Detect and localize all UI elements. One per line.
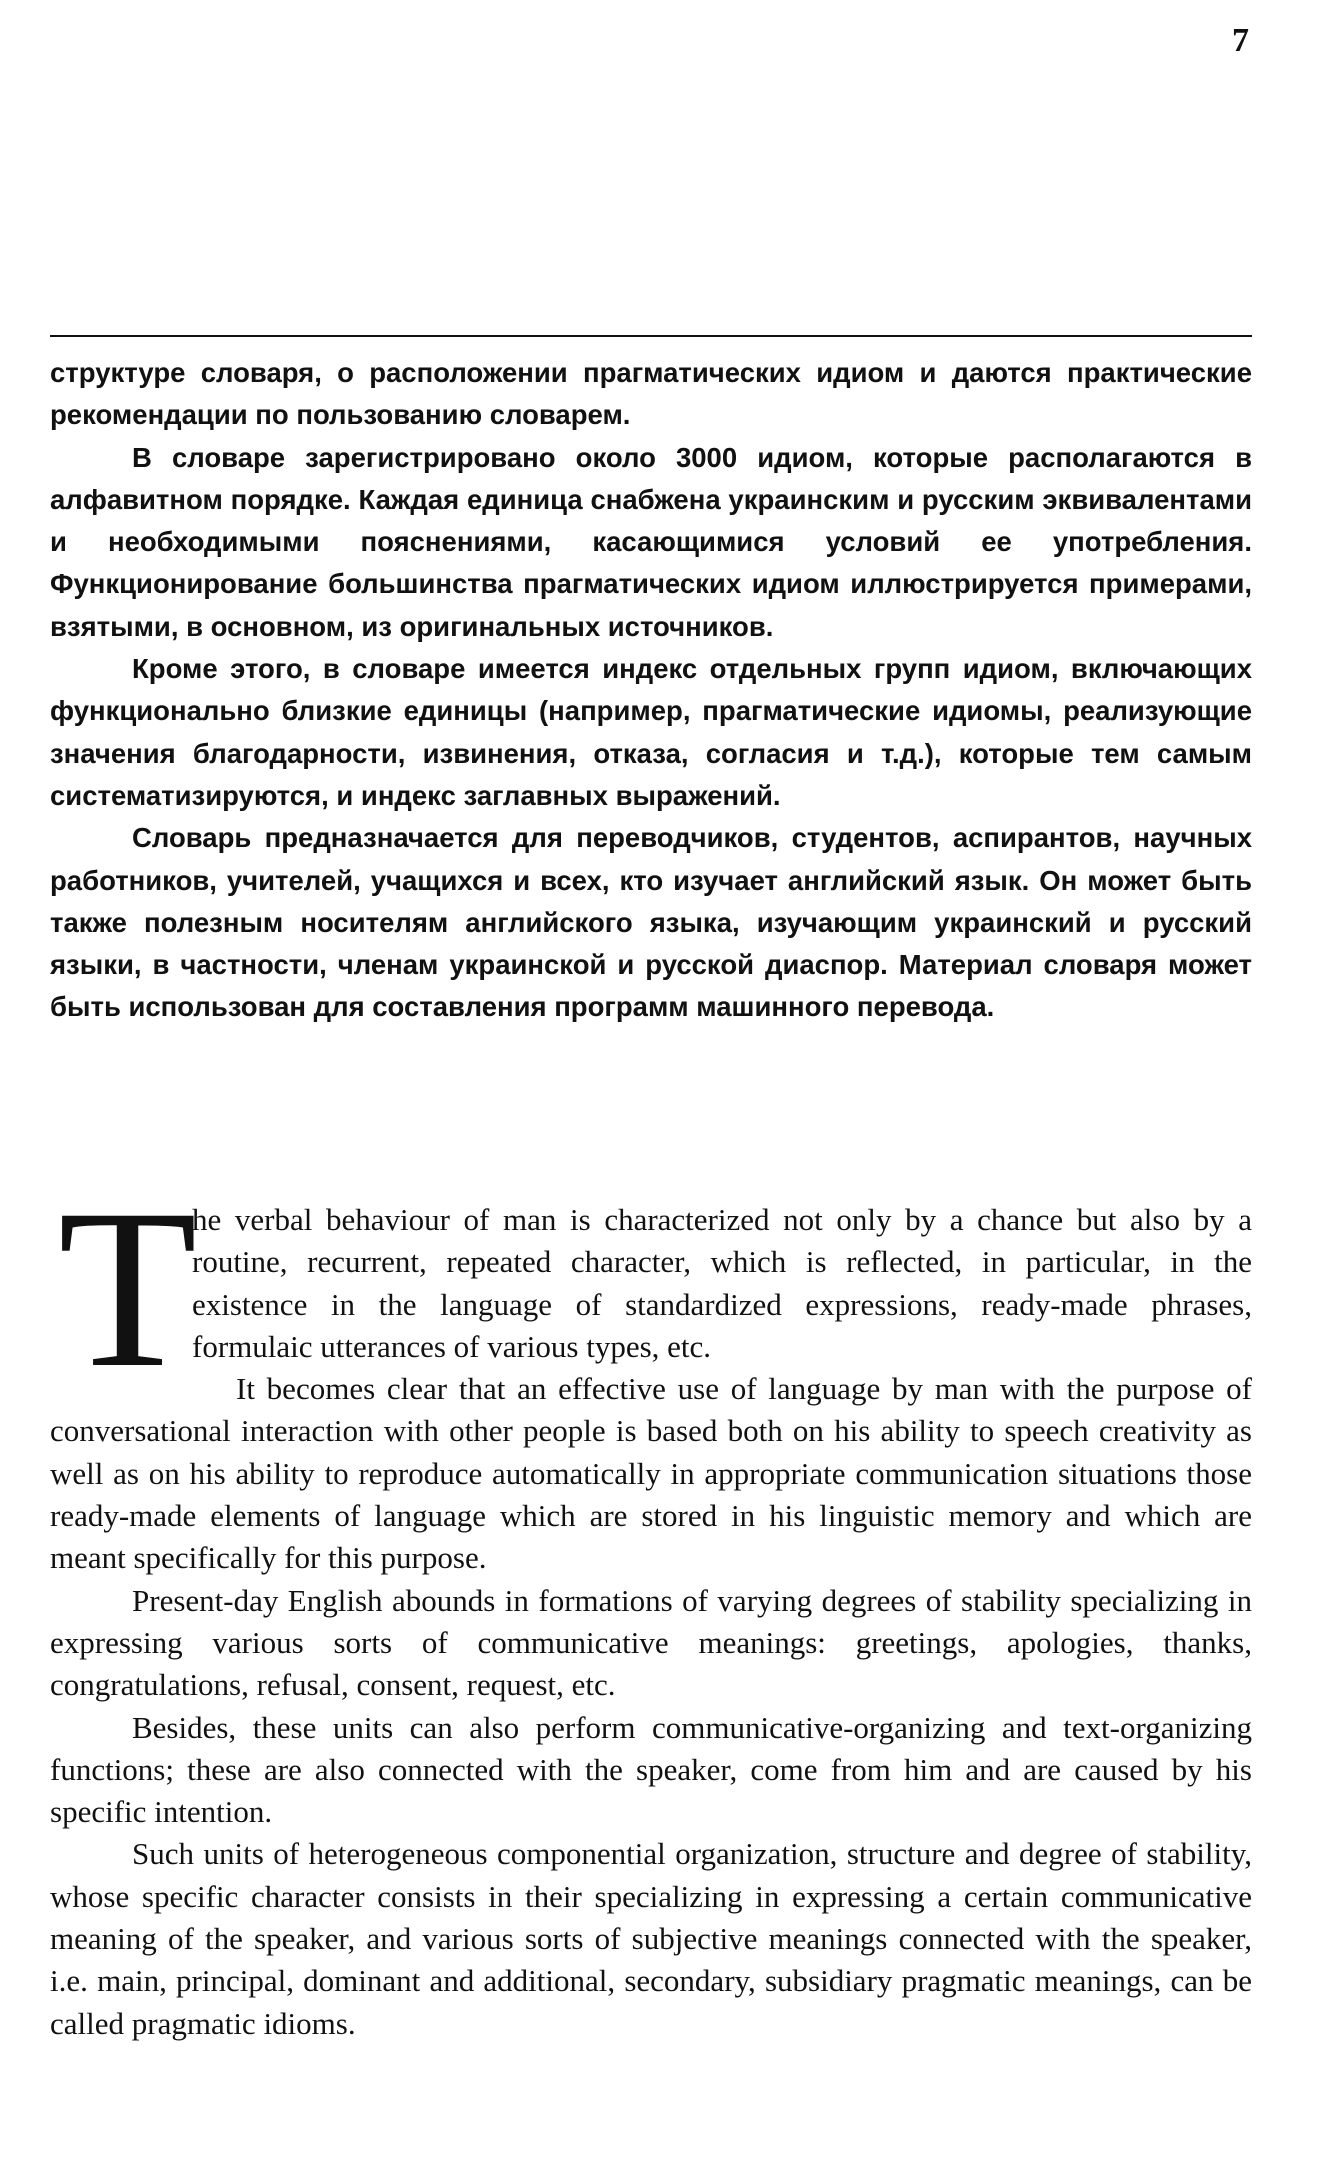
russian-paragraph-1: структуре словаря, о расположении прагматических идиом и даются практические рекомендации по пользованию словарем. <box>50 357 1252 431</box>
english-paragraph-2: It becomes clear that an effective use of language by man with the purpose of conversational interaction with other people is based both on his ability to speech creativity as well as on his ability to reproduce automatically in appropriate communication situations those ready-made elements of language which are stored in his linguistic memory and which are meant specifically for this purpose. <box>50 1371 1252 1576</box>
russian-paragraph-4: Словарь предназначается для переводчиков, студентов, аспирантов, научных работников, учителей, учащихся и всех, кто изучает английский язык. Он может быть также полезным носителям английского языка, изучающим украинский и русский языки, в частности, членам украинской и русской диаспор. Материал словаря может быть использован для составления программ машинного перевода. <box>50 822 1252 1023</box>
english-paragraph-3: Present-day English abounds in formations of varying degrees of stability specializing in expressing various sorts of communicative meanings: greetings, apologies, thanks, congratulations, refusal, consent, request, etc. <box>50 1582 1252 1703</box>
english-paragraph-5: Such units of heterogeneous componential organization, structure and degree of stability, whose specific character consists in their specializing in expressing a certain communicative meaning of the speaker, and various sorts of subjective meanings connected with the speaker, i.e. main, principal, dominant and additional, secondary, subsidiary pragmatic meanings, can be called pragmatic idioms. <box>50 1836 1252 2041</box>
russian-text-block <box>50 352 1252 1029</box>
english-text-block <box>50 1163 1252 2045</box>
drop-cap: T <box>58 1163 198 1415</box>
english-paragraph-1: he verbal behaviour of man is characterized not only by a chance but also by a routine, recurrent, repeated character, which is reflected, in particular, in the existence in the language of standardized expressions, ready-made phrases, formulaic utterances of various types, etc. <box>192 1202 1252 1364</box>
english-paragraph-4: Besides, these units can also perform communicative-organizing and text-organizing functions; these are also connected with the speaker, come from him and are caused by his specific intention. <box>50 1709 1252 1830</box>
page-number: 7 <box>1232 22 1249 59</box>
footnote-rule <box>50 335 1252 337</box>
russian-paragraph-3: Кроме этого, в словаре имеется индекс отдельных групп идиом, включающих функционально близкие единицы (например, прагматические идиомы, реализующие значения благодарности, извинения, отказа, согласия и т.д.), которые тем самым систематизируются, и индекс заглавных выражений. <box>50 653 1252 811</box>
russian-paragraph-2: В словаре зарегистрировано около 3000 идиом, которые располагаются в алфавитном порядке. Каждая единица снабжена украинским и русским эквивалентами и необходимыми пояснениями, касающимися условий ее употребления. Функционирование большинства прагматических идиом иллюстрируется примерами, взятыми, в основном, из оригинальных источников. <box>50 441 1252 642</box>
